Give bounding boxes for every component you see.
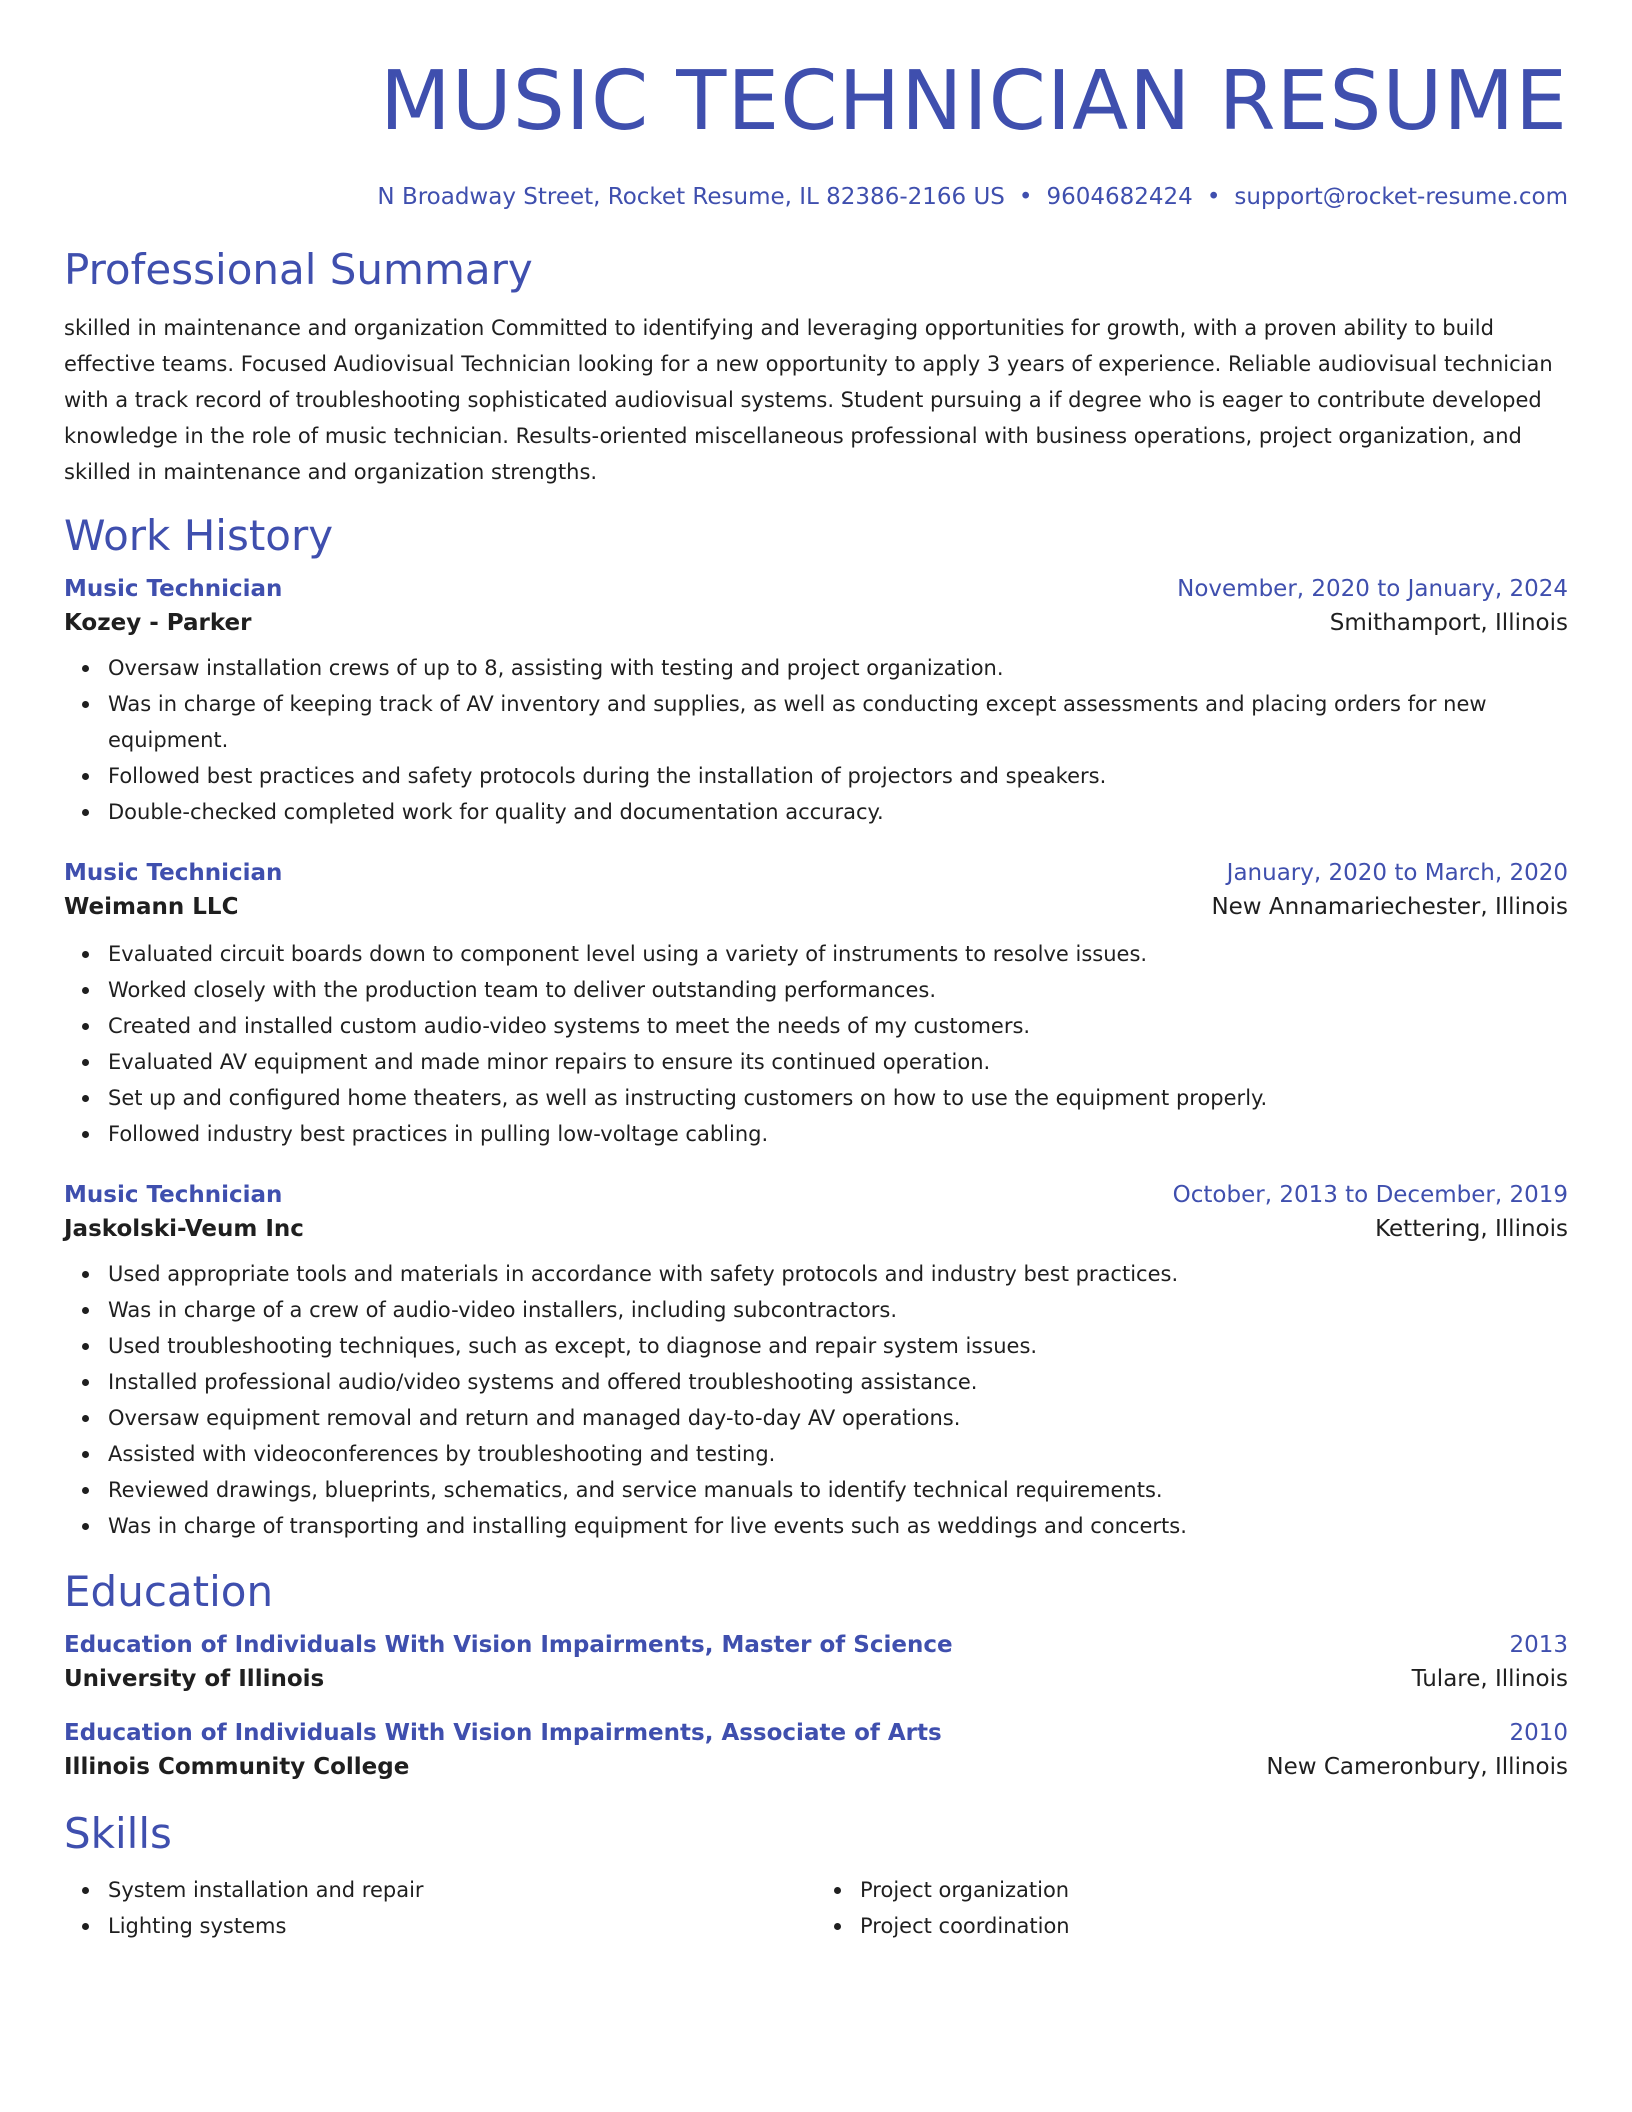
skill-item: Project organization xyxy=(860,1872,1568,1908)
job-bullets xyxy=(64,650,1568,830)
education-school: University of Illinois xyxy=(64,1666,325,1692)
list-item: Followed best practices and safety protocols during the installation of projectors and speakers. xyxy=(108,758,1568,794)
skills-column-right xyxy=(816,1872,1568,1944)
contact-separator: • xyxy=(1018,184,1033,210)
contact-line xyxy=(64,184,1568,210)
skill-item: Project coordination xyxy=(860,1908,1568,1944)
skills-grid xyxy=(64,1872,1568,1944)
list-item: Oversaw installation crews of up to 8, assisting with testing and project organization. xyxy=(108,650,1568,686)
job-company: Jaskolski-Veum Inc xyxy=(64,1216,304,1242)
skills-column-left xyxy=(64,1872,816,1944)
education-year: 2010 xyxy=(1509,1720,1568,1746)
education-degree: Education of Individuals With Vision Impairments, Associate of Arts xyxy=(64,1720,942,1746)
education-school: Illinois Community College xyxy=(64,1754,410,1780)
summary-heading: Professional Summary xyxy=(64,245,533,294)
education-entry xyxy=(64,1720,1568,1780)
job-entry xyxy=(64,576,1568,830)
summary-text: skilled in maintenance and organization Committed to identifying and leveraging opportunities for growth, with a proven ability to build effective teams. Focused Audiovisual Technician looking for a new opportunity to apply 3 years of experience. Reliable audiovisual technician with a track record of troubleshooting sophisticated audiovisual systems. Student pursuing a if degree who is eager to contribute developed knowledge in the role of music technician. Results-oriented miscellaneous professional with business operations, project organization, and skilled in maintenance and organization strengths. xyxy=(64,316,1553,484)
contact-address: N Broadway Street, Rocket Resume, IL 82386-2166 US xyxy=(377,184,1005,210)
list-item: Worked closely with the production team to deliver outstanding performances. xyxy=(108,972,1568,1008)
job-company: Kozey - Parker xyxy=(64,610,252,636)
job-entry xyxy=(64,1182,1568,1544)
list-item: Evaluated circuit boards down to component level using a variety of instruments to resolve issues. xyxy=(108,936,1568,972)
contact-email: support@rocket-resume.com xyxy=(1234,184,1568,210)
list-item: Double-checked completed work for quality and documentation accuracy. xyxy=(108,794,1568,830)
job-title: Music Technician xyxy=(64,860,283,886)
list-item: Assisted with videoconferences by troubleshooting and testing. xyxy=(108,1436,1568,1472)
work-history-heading: Work History xyxy=(64,511,334,560)
list-item: Was in charge of a crew of audio-video installers, including subcontractors. xyxy=(108,1292,1568,1328)
job-bullets xyxy=(64,936,1568,1152)
list-item: Set up and configured home theaters, as well as instructing customers on how to use the equipment properly. xyxy=(108,1080,1568,1116)
education-section xyxy=(64,1566,1568,1780)
summary-section xyxy=(64,244,1568,490)
list-item: Used appropriate tools and materials in accordance with safety protocols and industry best practices. xyxy=(108,1256,1568,1292)
work-history-section xyxy=(64,510,1568,1544)
job-location: New Annamariechester, Illinois xyxy=(1211,894,1568,920)
education-heading: Education xyxy=(64,1567,274,1616)
education-degree: Education of Individuals With Vision Impairments, Master of Science xyxy=(64,1632,953,1658)
job-bullets xyxy=(64,1256,1568,1544)
job-location: Smithamport, Illinois xyxy=(1329,610,1568,636)
list-item: Followed industry best practices in pulling low-voltage cabling. xyxy=(108,1116,1568,1152)
resume-header xyxy=(64,0,1568,210)
skill-item: Lighting systems xyxy=(108,1908,816,1944)
resume-title: MUSIC TECHNICIAN RESUME xyxy=(379,54,1568,149)
list-item: Installed professional audio/video systems and offered troubleshooting assistance. xyxy=(108,1364,1568,1400)
contact-separator: • xyxy=(1206,184,1221,210)
list-item: Used troubleshooting techniques, such as except, to diagnose and repair system issues. xyxy=(108,1328,1568,1364)
contact-phone: 9604682424 xyxy=(1046,184,1193,210)
job-title: Music Technician xyxy=(64,576,283,602)
skill-item: System installation and repair xyxy=(108,1872,816,1908)
list-item: Oversaw equipment removal and return and managed day-to-day AV operations. xyxy=(108,1400,1568,1436)
education-location: Tulare, Illinois xyxy=(1411,1666,1568,1692)
education-year: 2013 xyxy=(1509,1632,1568,1658)
education-location: New Cameronbury, Illinois xyxy=(1266,1754,1568,1780)
skills-section xyxy=(64,1808,1568,1944)
job-company: Weimann LLC xyxy=(64,894,239,920)
list-item: Was in charge of keeping track of AV inventory and supplies, as well as conducting except assessments and placing orders for new equipment. xyxy=(108,686,1568,758)
job-title: Music Technician xyxy=(64,1182,283,1208)
skills-heading: Skills xyxy=(64,1809,172,1858)
job-location: Kettering, Illinois xyxy=(1375,1216,1568,1242)
list-item: Reviewed drawings, blueprints, schematics, and service manuals to identify technical requirements. xyxy=(108,1472,1568,1508)
education-entry xyxy=(64,1632,1568,1692)
list-item: Created and installed custom audio-video systems to meet the needs of my customers. xyxy=(108,1008,1568,1044)
job-dates: January, 2020 to March, 2020 xyxy=(1226,860,1568,886)
list-item: Evaluated AV equipment and made minor repairs to ensure its continued operation. xyxy=(108,1044,1568,1080)
list-item: Was in charge of transporting and installing equipment for live events such as weddings and concerts. xyxy=(108,1508,1568,1544)
job-dates: November, 2020 to January, 2024 xyxy=(1177,576,1568,602)
job-entry xyxy=(64,860,1568,1152)
job-dates: October, 2013 to December, 2019 xyxy=(1172,1182,1568,1208)
